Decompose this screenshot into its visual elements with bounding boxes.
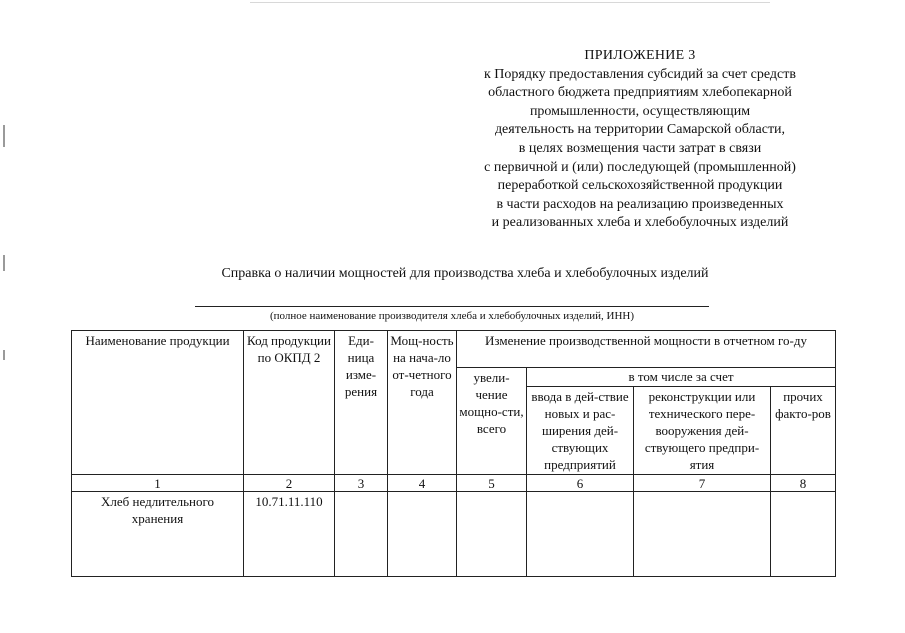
scan-edge-line <box>250 2 770 3</box>
organization-name-line <box>195 306 709 307</box>
appendix-line: с первичной и (или) последующей (промышленной) <box>484 159 796 175</box>
header-okpd-code: Код продукции по ОКПД 2 <box>244 331 335 475</box>
header-increase-total: увели-чение мощно-сти, всего <box>457 368 527 475</box>
cell-increase-total <box>457 492 527 577</box>
appendix-line: переработкой сельскохозяйственной продукции <box>497 178 783 194</box>
header-reconstruction: реконструкции или технического пере-вооружения дей-ствующего предпри-ятия <box>634 387 771 475</box>
header-unit: Еди-ница изме-рения <box>335 331 388 475</box>
column-number-row <box>72 475 836 492</box>
appendix-line: и реализованных хлеба и хлебобулочных изделий <box>491 215 789 231</box>
appendix-line: в целях возмещения части затрат в связи <box>518 140 762 156</box>
scan-mark <box>3 125 5 147</box>
column-number: 1 <box>72 475 244 492</box>
cell-reconstruction <box>634 492 771 577</box>
appendix-line: областного бюджета предприятиям хлебопекарной <box>488 85 792 101</box>
organization-name-caption: (полное наименование производителя хлеба и хлебобулочных изделий, ИНН) <box>269 310 635 322</box>
cell-okpd-code: 10.71.11.110 <box>244 492 335 577</box>
scan-mark <box>3 350 5 360</box>
header-other-factors: прочих факто-ров <box>771 387 836 475</box>
header-row <box>72 331 836 368</box>
appendix-header <box>440 47 840 233</box>
appendix-line: деятельность на территории Самарской области, <box>494 122 786 138</box>
cell-unit <box>335 492 388 577</box>
appendix-title: ПРИЛОЖЕНИЕ 3 <box>584 48 696 63</box>
column-number: 2 <box>244 475 335 492</box>
column-number: 6 <box>527 475 634 492</box>
header-product-name: Наименование продукции <box>72 331 244 475</box>
column-number: 7 <box>634 475 771 492</box>
appendix-line: к Порядку предоставления субсидий за счет средств <box>484 66 796 82</box>
header-capacity-start: Мощ-ность на нача-ло от-четного года <box>388 331 457 475</box>
header-new-input: ввода в дей-ствие новых и рас-ширения дей-ствующих предприятий <box>527 387 634 475</box>
column-number: 5 <box>457 475 527 492</box>
appendix-line: в части расходов на реализацию произведенных <box>496 196 784 212</box>
document-title: Справка о наличии мощностей для производства хлеба и хлебобулочных изделий <box>221 266 709 281</box>
capacity-table <box>71 330 836 577</box>
header-including-group: в том числе за счет <box>527 368 836 387</box>
cell-new-input <box>527 492 634 577</box>
column-number: 3 <box>335 475 388 492</box>
cell-other-factors <box>771 492 836 577</box>
appendix-line: промышленности, осуществляющим <box>529 103 751 119</box>
column-number: 8 <box>771 475 836 492</box>
scan-mark <box>3 255 5 271</box>
table-row <box>72 492 836 577</box>
header-change-group: Изменение производственной мощности в отчетном го-ду <box>457 331 836 368</box>
column-number: 4 <box>388 475 457 492</box>
cell-product-name: Хлеб недлительного хранения <box>72 492 244 577</box>
cell-capacity-start <box>388 492 457 577</box>
